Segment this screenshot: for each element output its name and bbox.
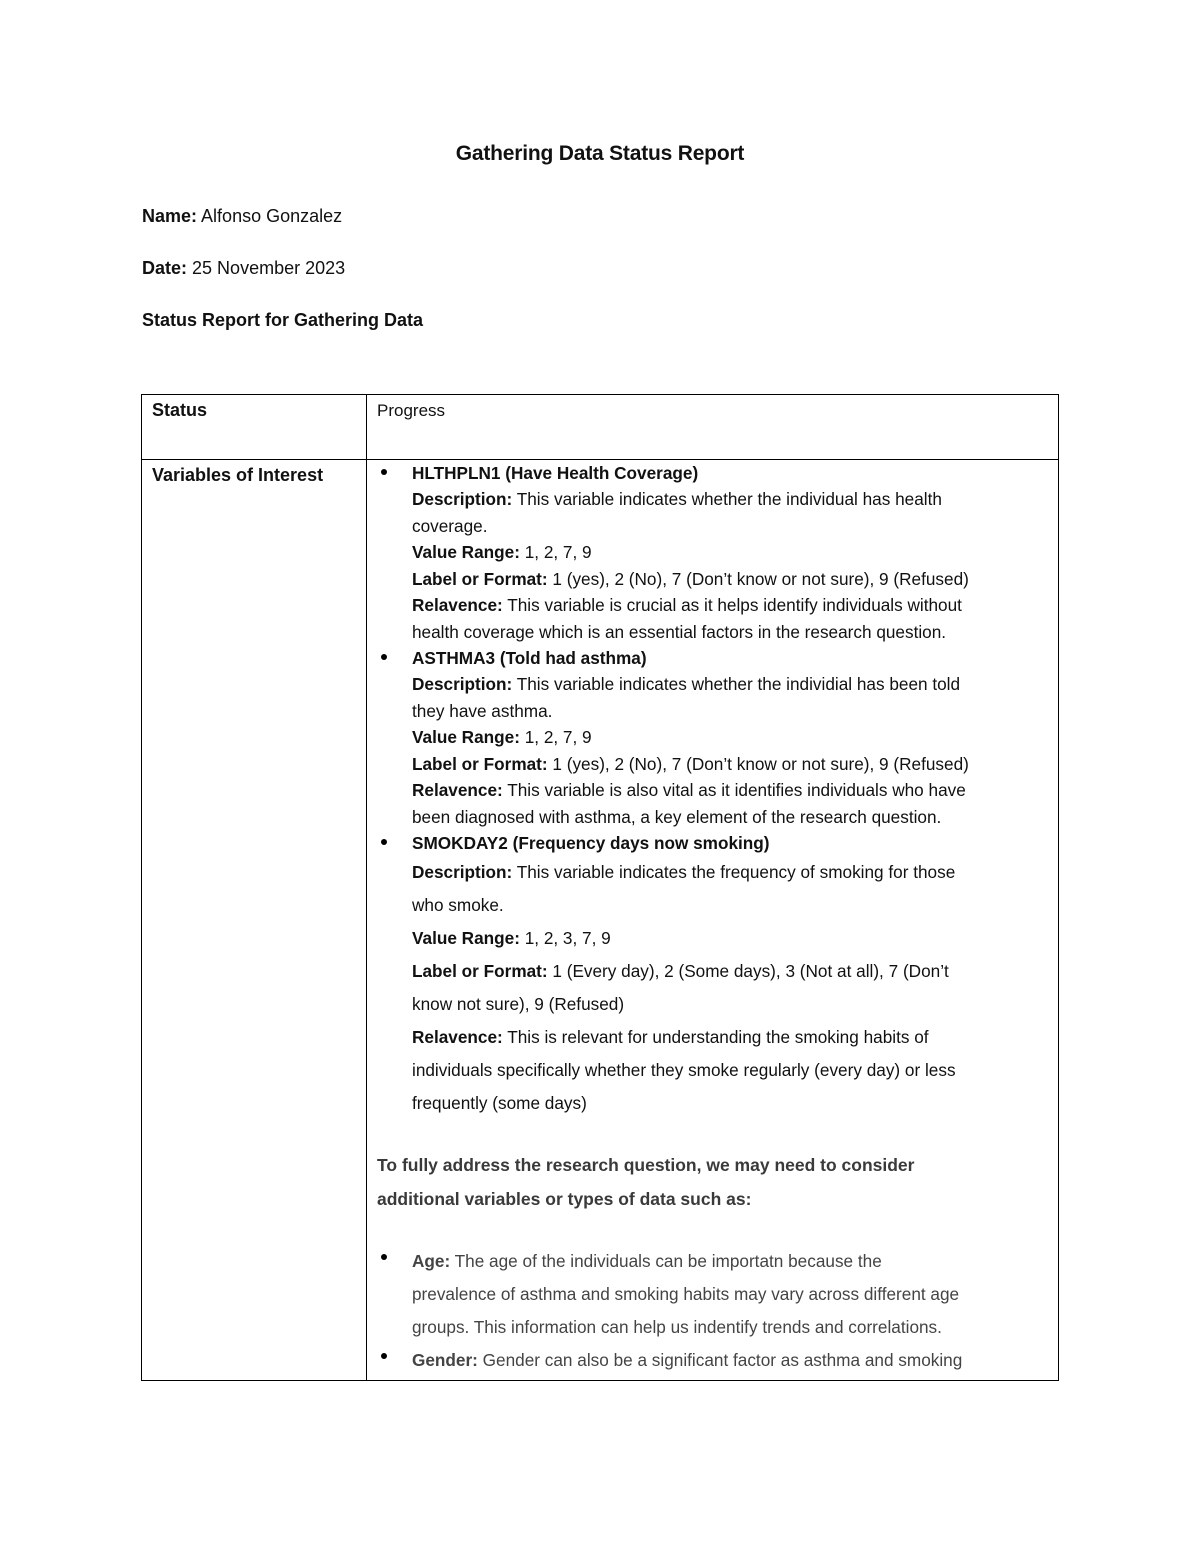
relevance-text: been diagnosed with asthma, a key element of the research question. — [412, 806, 942, 827]
status-table — [141, 394, 1059, 1381]
additional-text: groups. This information can help us indentify trends and correlations. — [412, 1317, 942, 1337]
format-text: 1 (yes), 2 (No), 7 (Don’t know or not sure), 9 (Refused) — [547, 568, 969, 589]
variable-item — [367, 460, 1058, 645]
additional-text: Gender can also be a significant factor as asthma and smoking — [477, 1350, 963, 1370]
date-label: Date: — [142, 258, 188, 278]
format-label: Label or Format: — [412, 568, 548, 589]
section-heading: Status Report for Gathering Data — [142, 310, 424, 330]
range-label: Value Range: — [412, 727, 520, 747]
date-value: 25 November 2023 — [192, 258, 346, 278]
table-cell — [367, 395, 1059, 460]
name-value: Alfonso Gonzalez — [201, 206, 343, 226]
table-cell — [142, 395, 367, 460]
date-line — [142, 258, 345, 279]
document-title: Gathering Data Status Report — [455, 142, 745, 165]
range-value: 1, 2, 7, 9 — [519, 542, 592, 562]
consider-text: additional variables or types of data such as: — [377, 1189, 752, 1209]
format-label: Label or Format: — [412, 961, 548, 981]
bullet-icon — [381, 1353, 387, 1359]
table-cell — [367, 460, 1059, 1381]
variable-title: SMOKDAY2 (Frequency days now smoking) — [412, 833, 770, 853]
format-text: know not sure), 9 (Refused) — [412, 994, 625, 1014]
consider-paragraph — [377, 1148, 1058, 1216]
relevance-label: Relavence: — [412, 1027, 503, 1047]
description-label: Description: — [412, 674, 513, 694]
variables-content — [367, 460, 1058, 1378]
description-text: coverage. — [412, 515, 488, 536]
description-text: they have asthma. — [412, 700, 553, 721]
range-label: Value Range: — [412, 542, 520, 562]
variables-label: Variables of Interest — [152, 465, 324, 485]
range-value: 1, 2, 3, 7, 9 — [519, 928, 611, 948]
additional-item — [367, 1245, 1058, 1344]
relevance-label: Relavence: — [412, 595, 503, 615]
format-text: 1 (yes), 2 (No), 7 (Don’t know or not sure), 9 (Refused) — [547, 753, 969, 774]
description-text: This variable indicates whether the individual has health — [512, 489, 942, 509]
variable-item — [367, 830, 1058, 1120]
status-value: Progress — [377, 401, 446, 420]
status-label: Status — [152, 400, 208, 420]
additional-text: prevalence of asthma and smoking habits may vary across different age — [412, 1284, 960, 1304]
format-label: Label or Format: — [412, 753, 548, 774]
description-label: Description: — [412, 489, 513, 509]
bullet-icon — [381, 839, 387, 845]
name-label: Name: — [142, 206, 198, 226]
bullet-icon — [381, 654, 387, 660]
table-cell — [142, 460, 367, 1381]
relevance-text: health coverage which is an essential factors in the research question. — [412, 621, 947, 642]
relevance-text: This is relevant for understanding the smoking habits of — [502, 1027, 929, 1047]
variable-title: ASTHMA3 (Told had asthma) — [412, 648, 647, 668]
relevance-text: This variable is also vital as it identifies individuals who have — [502, 780, 966, 800]
format-text: 1 (Every day), 2 (Some days), 3 (Not at all), 7 (Don’t — [547, 961, 949, 981]
additional-label: Age: — [412, 1251, 451, 1271]
relevance-label: Relavence: — [412, 780, 503, 800]
variable-item — [367, 645, 1058, 830]
range-label: Value Range: — [412, 928, 520, 948]
relevance-text: This variable is crucial as it helps identify individuals without — [502, 595, 962, 615]
description-label: Description: — [412, 862, 513, 882]
variable-title: HLTHPLN1 (Have Health Coverage) — [412, 463, 699, 483]
name-line — [142, 206, 342, 227]
description-text: This variable indicates the frequency of smoking for those — [512, 862, 956, 882]
additional-text: The age of the individuals can be importatn because the — [450, 1251, 882, 1271]
description-text: who smoke. — [412, 895, 504, 915]
range-value: 1, 2, 7, 9 — [519, 727, 592, 747]
additional-label: Gender: — [412, 1350, 478, 1370]
bullet-icon — [381, 469, 387, 475]
description-text: This variable indicates whether the individial has been told — [512, 674, 961, 694]
consider-text: To fully address the research question, we may need to consider — [377, 1155, 915, 1175]
table-row — [142, 395, 1059, 460]
relevance-text: frequently (some days) — [412, 1093, 587, 1113]
additional-item — [367, 1344, 1058, 1377]
bullet-icon — [381, 1254, 387, 1260]
table-row — [142, 460, 1059, 1381]
relevance-text: individuals specifically whether they smoke regularly (every day) or less — [412, 1060, 956, 1080]
